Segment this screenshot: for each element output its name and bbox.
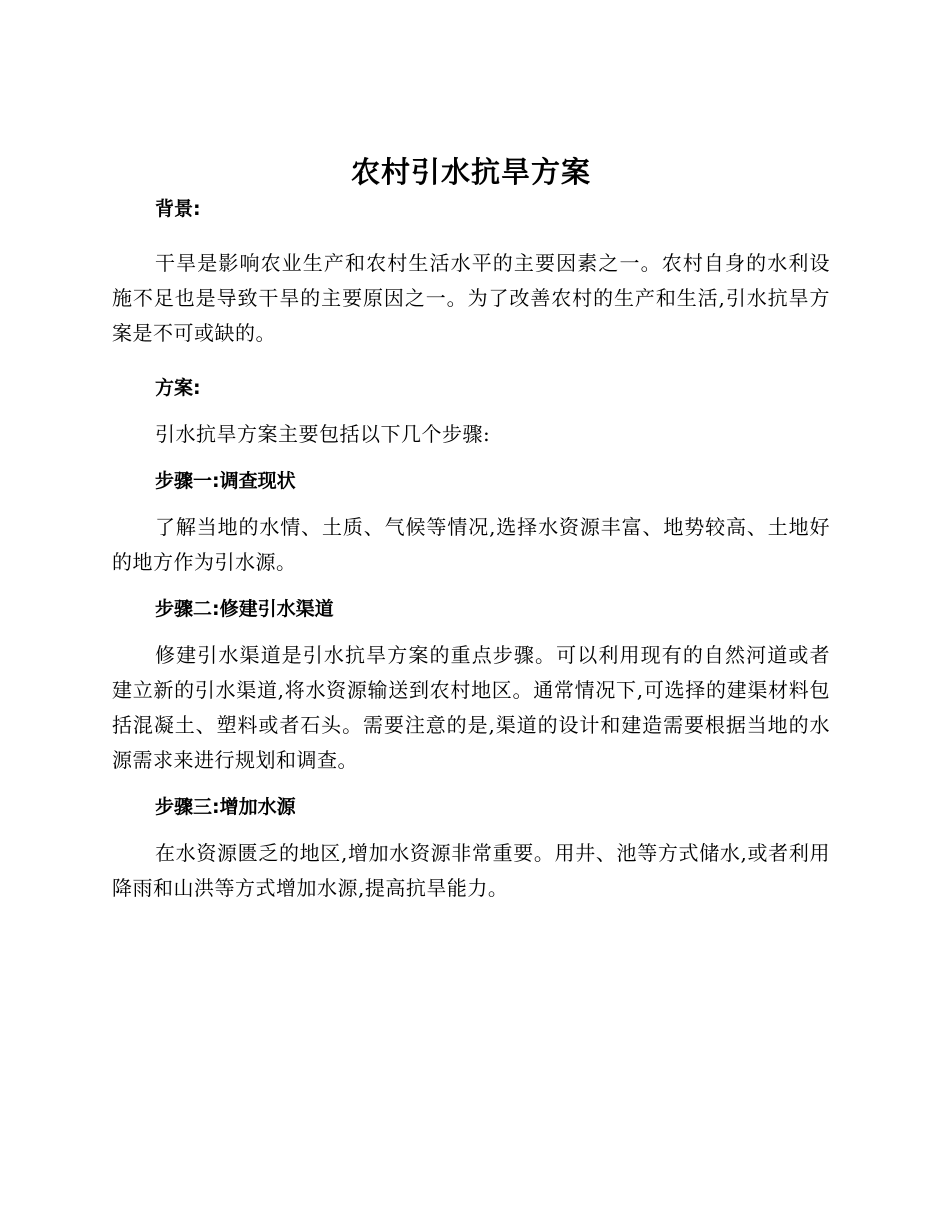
background-heading: 背景: xyxy=(155,198,201,220)
step1-heading: 步骤一:调查现状 xyxy=(155,470,296,492)
document-page xyxy=(112,150,830,906)
step2-heading: 步骤二:修建引水渠道 xyxy=(155,598,334,620)
background-paragraph: 干旱是影响农业生产和农村生活水平的主要因素之一。农村自身的水利设施不足也是导致干旱的主要原因之一。为了改善农村的生产和生活,引水抗旱方案是不可或缺的。 xyxy=(112,251,830,345)
step1-paragraph: 了解当地的水情、土质、气候等情况,选择水资源丰富、地势较高、土地好的地方作为引水源。 xyxy=(112,515,830,574)
step2-paragraph: 修建引水渠道是引水抗旱方案的重点步骤。可以利用现有的自然河道或者建立新的引水渠道,将水资源输送到农村地区。通常情况下,可选择的建渠材料包括混凝土、塑料或者石头。需要注意的是,渠道的设计和建造需要根据当地的水源需求来进行规划和调查。 xyxy=(112,643,830,772)
plan-heading: 方案: xyxy=(155,377,201,399)
step3-paragraph: 在水资源匮乏的地区,增加水资源非常重要。用井、池等方式储水,或者利用降雨和山洪等方式增加水源,提高抗旱能力。 xyxy=(112,841,830,900)
step3-heading: 步骤三:增加水源 xyxy=(155,796,296,818)
plan-intro-paragraph: 引水抗旱方案主要包括以下几个步骤: xyxy=(155,422,491,446)
document-title: 农村引水抗旱方案 xyxy=(350,155,591,189)
